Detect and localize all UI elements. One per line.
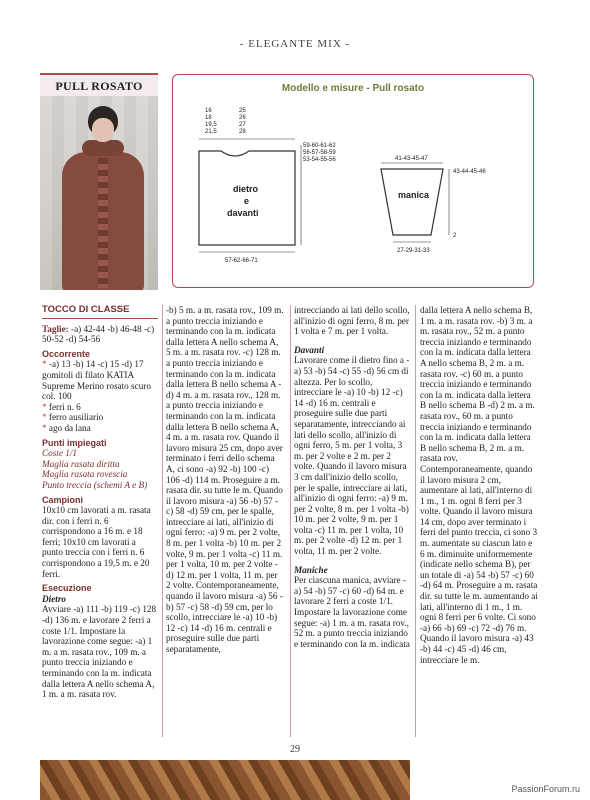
column-3-text: intrecciando ai lati dello scollo, all'inizio di ogni ferro, 8 m. per 1 volta e 7 m. per 1 volta. [294, 305, 410, 337]
running-header: - ELEGANTE MIX - [239, 38, 351, 50]
side-height-0: 59-60-61-62 [303, 143, 336, 149]
neck-col2-0: 25 [239, 108, 246, 114]
front-label-1: dietro [233, 184, 259, 194]
occorrente-item: ferro ausiliario [46, 412, 104, 423]
side-height-1: 56-57-58-59 [303, 150, 336, 156]
punto-item: Maglia rasata rovescia [42, 469, 128, 480]
column-2-text: -b) 5 m. a m. rasata rov., 109 m. a punto treccia iniziando e terminando con la m. indicata dalla lettera A nello schema A, 5 m. a m. rasata rov. -c) 128 m. a punto treccia iniziando e terminando con la m. indicata dalla lettera B nello schema A -d) 4 m. a m. rasata rov., 128 m. a punto treccia iniziando e terminando con la m. indicata dalla lettera B nello schema A, 4 m. a m. rasata rov. Quando il lavoro misura 25 cm, dopo aver terminato i ferri dello schema A, ci sono -a) 92 -b) 100 -c) 106 -d) 114 m. Proseguire a m. rasata dir. su tutte le m. Quando il lavoro misura -a) 56 -b) 57 -c) 58 -d) 59 cm, per le spalle, intrecciare ai lati, all'inizio di ogni ferro: -a) 9 m. per 2 volte, 8 m. per 1 volta -b) 10 m. per 2 volte, 9 m. per 1 volta -c) 11 m. per 1 volta, 10 m. per 2 volte -d) 12 m. per 1 volta, 11 m. per 2 volte. Contemporaneamente, quando il lavoro misura -a) 56 -b) 57 -c) 58 -d) 59 cm, per lo scollo, intrecciare le -a) 10 -b) 12 -c) 14 -d) 16 m. centrali e proseguire sulle due parti separatamente, [166, 305, 284, 654]
column-4-text: dalla lettera A nello schema B, 1 m. a m. rasata rov. -b) 3 m. a m. rasata rov., 52 m. a punto treccia iniziando e terminando con la m. indicata dalla lettera A nello schema B, 2 m. a m. rasata rov. -c) 60 m. a punto treccia iniziando e terminando con la m. indicata dalla lettera B nello schema B -d) 2 m. a m. rasata rov., 60 m. a punto treccia iniziando e terminando con la m. indicata dalla lettera B nello schema B, 2 m. a m. rasata rov. Contemporaneamente, quando il lavoro misura 2 cm, aumentare ai lati, all'interno di 1 m., 1 m. ogni 8 ferri per 3 volte. Quando il lavoro misura 14 cm, dopo aver terminato i ferri del punto treccia, ci sono 3 m. aumentate su ciascun lato e 6 m. diminuite uniformemente (indicate nello schema B), per un totale di -a) 54 -b) 57 -c) 60 -d) 64 m. Proseguire a m. rasata dir. su tutte le m. aumentando ai lati, all'interno di 1 m., 1 m. ogni 8 ferri per 6 volte. Ci sono -a) 66 -b) 69 -c) 72 -d) 76 m. Quando il lavoro misura -a) 43 -b) 44 -c) 45 -d) 46 cm, intrecciare le m. [420, 305, 538, 665]
page-number: 29 [290, 744, 300, 755]
section-heading: TOCCO DI CLASSE [42, 305, 158, 319]
davanti-text: Lavorare come il dietro fino a -a) 53 -b) 54 -c) 55 -d) 56 cm di altezza. Per lo scollo, intrecciare le -a) 10 -b) 12 -c) 14 -d) 16 m. centrali e proseguire sulle due parti separatamente, intrecciando ai lati dello scollo, all'inizio di ogni ferro, 5 m. per 1 volta, 3 m. per 2 volte e 2 m. per 2 volte. Quando il lavoro misura 3 cm dall'inizio dello scollo, per le spalle, intrecciare ai lati, all'inizio di ogni ferro: -a) 9 m. per 2 volte, 8 m. per 1 volta -b) 10 m. per 2 volte, 9 m. per 1 volta -c) 11 m. per 1 volta, 10 m. per 2 volte -d) 12 m. per 1 volta, 11 m. per 2 volte. [294, 355, 410, 557]
dietro-heading: Dietro [42, 593, 66, 604]
punti-heading: Punti impiegati [42, 437, 107, 448]
article-title: PULL ROSATO [40, 73, 158, 98]
punto-item: Punto treccia (schemi A e B) [42, 479, 148, 490]
occorrente-item: ferri n. 6 [46, 401, 81, 412]
davanti-heading: Davanti [294, 344, 325, 355]
neck-col2-1: 26 [239, 115, 246, 121]
neck-col2-2: 27 [239, 122, 246, 128]
knit-texture-photo [40, 760, 410, 800]
esecuzione-heading: Esecuzione [42, 583, 92, 594]
diagram-title: Modello e misure - Pull rosato [281, 83, 425, 94]
watermark: PassionForum.ru [511, 784, 580, 794]
column-2 [166, 305, 284, 655]
column-3 [294, 305, 410, 649]
neck-col1-2: 19,5 [205, 122, 217, 128]
maniche-heading: Maniche [294, 564, 328, 575]
occorrente-item: ago da lana [46, 422, 91, 433]
taglie-text: -a) 42-44 -b) 46-48 -c) 50-52 -d) 54-56 [42, 323, 155, 345]
taglie-label: Taglie: [42, 323, 69, 334]
campioni-heading: Campioni [42, 494, 84, 505]
model-photo [40, 96, 158, 290]
sleeve-bottom: 27-29-31-33 [397, 248, 430, 254]
neck-col2-3: 28 [239, 129, 246, 135]
punto-item: Coste 1/1 [42, 448, 77, 459]
sleeve-label: manica [398, 190, 430, 200]
neck-col1-3: 21,5 [205, 129, 217, 135]
sleeve-cuff-h: 2 [453, 233, 457, 239]
column-rule [415, 305, 416, 737]
occorrente-heading: Occorrente [42, 348, 91, 359]
maniche-text: Per ciascuna manica, avviare -a) 54 -b) 57 -c) 60 -d) 64 m. e lavorare 2 ferri a coste 1/1. Impostare la lavorazione come segue: -a) 1 m. a m. rasata rov., 52 m. a punto treccia iniziando e terminando con la m. indicata [294, 575, 410, 649]
column-4 [420, 305, 538, 665]
side-height-2: 53-54-55-56 [303, 157, 336, 163]
column-1: TOCCO DI CLASSE Taglie: -a) 42-44 -b) 46-48 -c) 50-52 -d) 54-56 Occorrente * -a) 13 -b) 14 -c) 15 -d) 17 gomitoli di filato KATIA Supreme Merino rosato scuro col. 100 * ferri n. 6 * ferro ausiliario * ago da lana Punti impiegati Coste 1/1 Maglia rasata diritta Maglia rasata rovescia Punto treccia (schemi A e B) Campioni 10x10 cm lavorati a m. rasata dir. con i ferri n. 6 corrispondono a 16 m. e 18 ferri; 10x10 cm lavorati a punto treccia con i ferri n. 6 corrispondono a 19,5 m. e 20 ferri. Esecuzione Dietro Avviare -a) 111 -b) 119 -c) 128 -d) 136 m. e lavorare 2 ferri a coste 1/1. Impostare la lavorazione come segue: -a) 1 m. a m. rasata rov., 109 m. a punto treccia iniziando e terminando con la m. indicata dalla lettera A nello schema A, 1 m. a m. rasata rov. [42, 304, 157, 700]
front-label-2: e [244, 196, 250, 206]
bottom-width: 57-62-66-71 [225, 258, 258, 264]
neck-col1-0: 16 [205, 108, 212, 114]
front-label-3: davanti [227, 208, 259, 218]
punto-item: Maglia rasata diritta [42, 458, 120, 469]
sleeve-side: 43-44-45-46 [453, 169, 486, 175]
dietro-text: Avviare -a) 111 -b) 119 -c) 128 -d) 136 m. e lavorare 2 ferri a coste 1/1. Impostare la lavorazione come segue: -a) 1 m. a m. rasata rov., 109 m. a punto treccia iniziando e terminando con la m. indicata dalla lettera A nello schema A, 1 m. a m. rasata rov. [42, 604, 157, 700]
occorrente-item: -a) 13 -b) 14 -c) 15 -d) 17 gomitoli di filato KATIA Supreme Merino rosato scuro col. 100 [42, 359, 151, 402]
campioni-text: 10x10 cm lavorati a m. rasata dir. con i ferri n. 6 corrispondono a 16 m. e 18 ferri; 10x10 cm lavorati a punto treccia con i ferri n. 6 corrispondono a 19,5 m. e 20 ferri. [42, 505, 151, 579]
schematic-diagram [172, 74, 534, 288]
column-rule [290, 305, 291, 737]
sleeve-top: 41-43-45-47 [395, 156, 428, 162]
neck-col1-1: 18 [205, 115, 212, 121]
column-rule [162, 305, 163, 737]
